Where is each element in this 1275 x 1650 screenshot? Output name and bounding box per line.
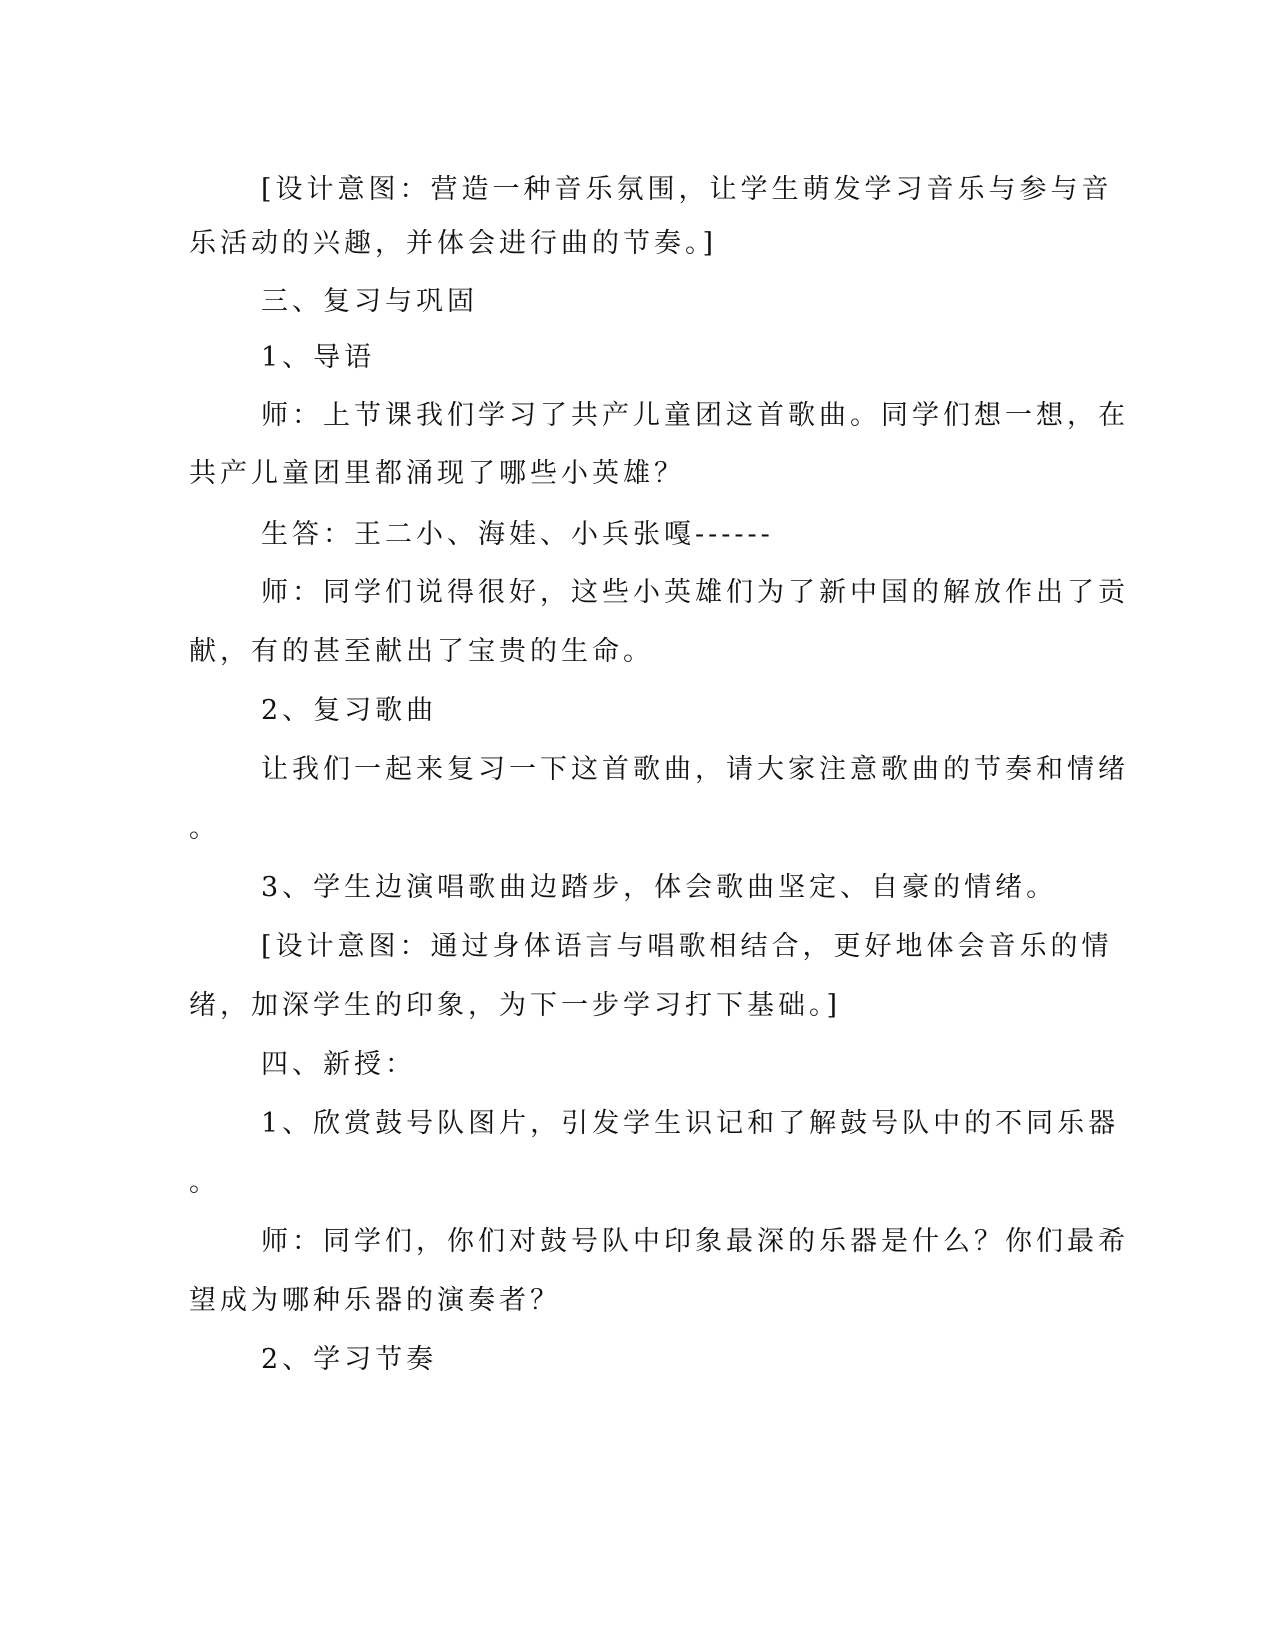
item-sing-and-step: 3、学生边演唱歌曲边踏步，体会歌曲坚定、自豪的情绪。 <box>261 872 1058 903</box>
teacher-line-1: 师：上节课我们学习了共产儿童团这首歌曲。同学们想一想，在 <box>261 400 1129 431</box>
teacher-line-2-cont: 献，有的甚至献出了宝贵的生命。 <box>189 636 654 667</box>
teacher-line-3: 师：同学们，你们对鼓号队中印象最深的乐器是什么？你们最希 <box>261 1226 1129 1257</box>
teacher-line-1-cont: 共产儿童团里都涌现了哪些小英雄？ <box>189 458 685 489</box>
section-heading-new-lesson: 四、新授： <box>261 1049 416 1080</box>
student-answer: 生答：王二小、海娃、小兵张嘎------ <box>261 519 774 550</box>
item-learn-rhythm: 2、学习节奏 <box>261 1344 438 1375</box>
item-introduction: 1、导语 <box>261 342 376 373</box>
review-instruction: 让我们一起来复习一下这首歌曲，请大家注意歌曲的节奏和情绪 <box>261 754 1129 785</box>
design-intent-1-line-1: [设计意图：营造一种音乐氛围，让学生萌发学习音乐与参与音 <box>261 174 1113 205</box>
design-intent-2-line-2: 绪，加深学生的印象，为下一步学习打下基础。] <box>189 990 842 1021</box>
review-instruction-cont: 。 <box>189 813 220 844</box>
item-drum-band-pictures: 1、欣赏鼓号队图片，引发学生识记和了解鼓号队中的不同乐器 <box>261 1108 1120 1139</box>
teacher-line-3-cont: 望成为哪种乐器的演奏者？ <box>189 1285 561 1316</box>
item-drum-band-pictures-cont: 。 <box>189 1167 220 1198</box>
section-heading-review: 三、复习与巩固 <box>261 286 478 317</box>
design-intent-1-line-2: 乐活动的兴趣，并体会进行曲的节奏。] <box>189 228 718 259</box>
item-review-song: 2、复习歌曲 <box>261 695 438 726</box>
design-intent-2-line-1: [设计意图：通过身体语言与唱歌相结合，更好地体会音乐的情 <box>261 931 1113 962</box>
teacher-line-2: 师：同学们说得很好，这些小英雄们为了新中国的解放作出了贡 <box>261 577 1129 608</box>
